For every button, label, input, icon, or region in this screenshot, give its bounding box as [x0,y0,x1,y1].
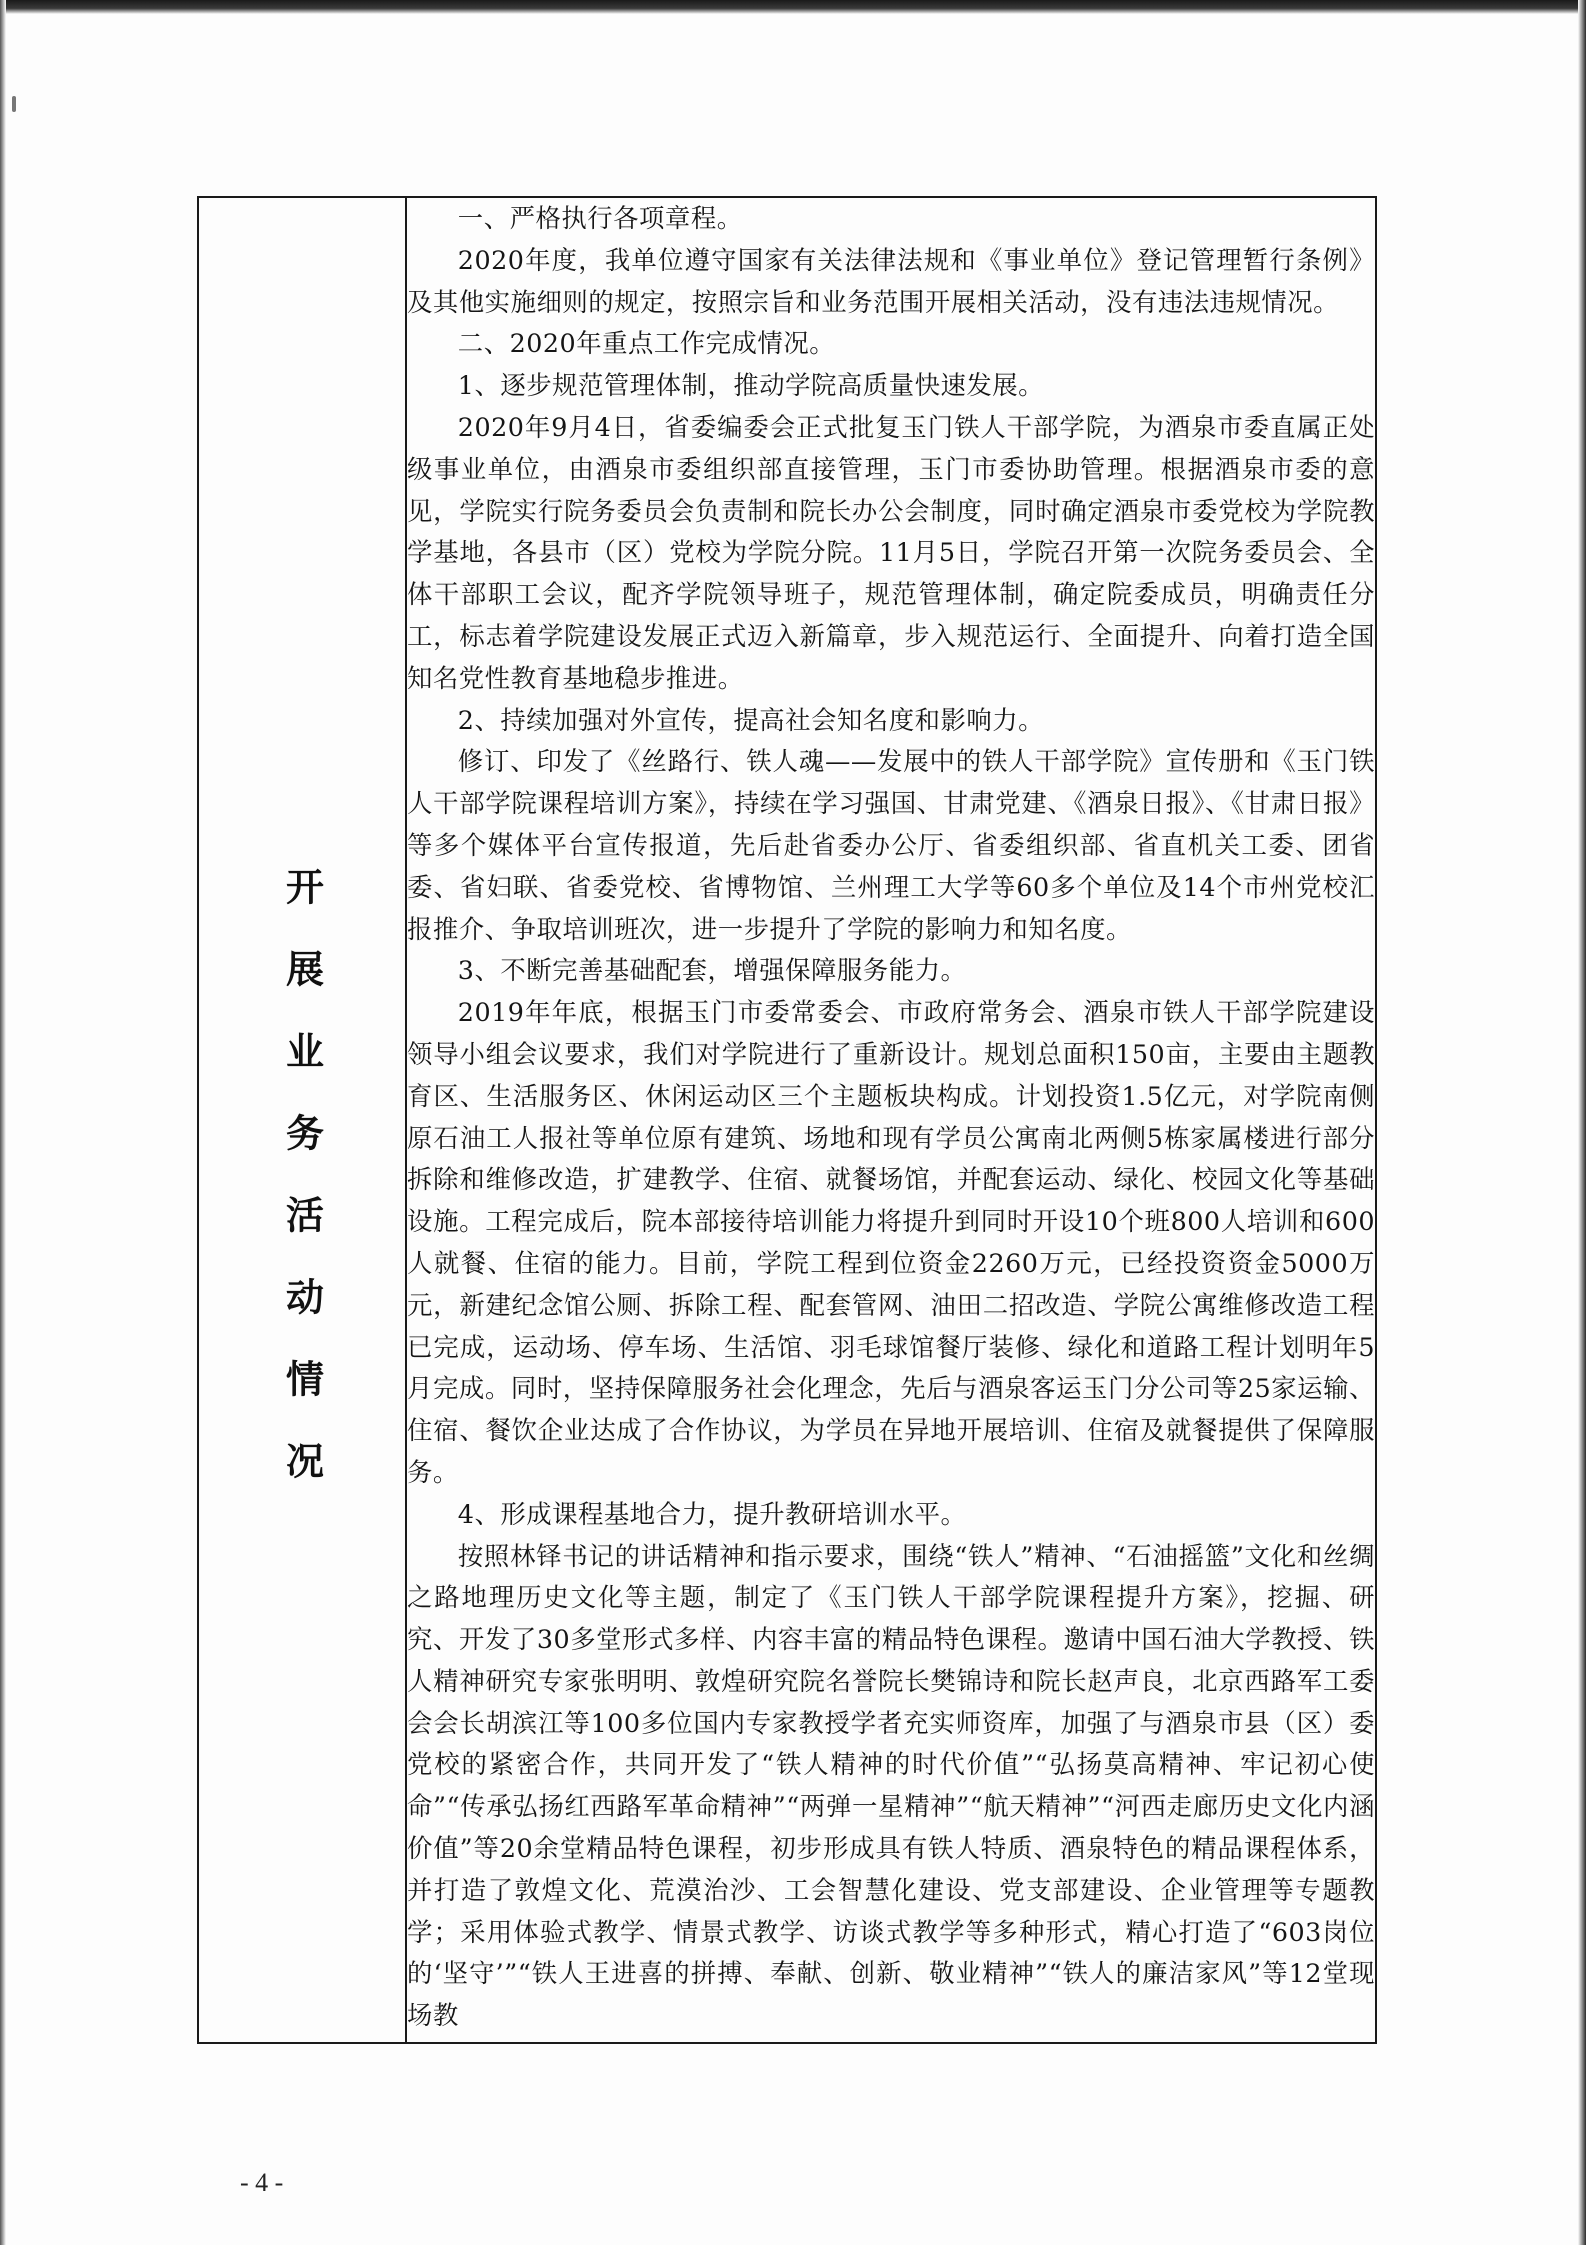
scan-right-shadow [1578,0,1586,2245]
subheading: 2、持续加强对外宣传，提高社会知名度和影响力。 [457,704,1045,735]
scan-speck [12,96,16,112]
paragraph: 2019年年底，根据玉门市委常委会、市政府常务会、酒泉市铁人干部学院建设领导小组会议要求，我们对学院进行了重新设计。规划总面积150亩，主要由主题教育区、生活服务区、休闲运动区三个主题板块构成。计划投资1.5亿元，对学院南侧原石油工人报社等单位原有建筑、场地和现有学员公寓南北两侧5栋家属楼进行部分拆除和维修改造，扩建教学、住宿、就餐场馆，并配套运动、绿化、校园文化等基础设施。工程完成后，院本部接待培训能力将提升到同时开设10个班800人培训和600人就餐、住宿的能力。目前，学院工程到位资金2260万元，已经投资资金5000万元，新建纪念馆公厕、拆除工程、配套管网、油田二招改造、学院公寓维修改造工程已完成，运动场、停车场、生活馆、羽毛球馆餐厅装修、绿化和道路工程计划明年5月完成。同时，坚持保障服务社会化理念，先后与酒泉客运玉门分公司等25家运输、住宿、餐饮企业达成了合作协议，为学员在异地开展培训、住宿及就餐提供了保障服务。 [407,997,1375,1487]
scan-left-shadow [0,0,6,2245]
page-number: - 4 - [240,2168,284,2197]
heading-2: 二、2020年重点工作完成情况。 [457,328,836,359]
table-row [198,197,1376,2043]
section-label: 开展业务活动情况 [279,867,324,1523]
heading-1: 一、严格执行各项章程。 [457,203,743,233]
content-cell [406,197,1376,2043]
subheading: 1、逐步规范管理体制，推动学院高质量快速发展。 [457,370,1045,401]
report-form-table [197,196,1377,2044]
subheading: 4、形成课程基地合力，提升教研培训水平。 [457,1498,967,1529]
scan-top-shadow [0,0,1586,14]
paragraph: 修订、印发了《丝路行、铁人魂——发展中的铁人干部学院》宣传册和《玉门铁人干部学院课程培训方案》，持续在学习强国、甘肃党建、《酒泉日报》、《甘肃日报》等多个媒体平台宣传报道，先后赴省委办公厅、省委组织部、省直机关工委、团省委、省妇联、省委党校、省博物馆、兰州理工大学等60多个单位及14个市州党校汇报推介、争取培训班次，进一步提升了学院的影响力和知名度。 [407,746,1375,944]
section-label-cell [198,197,406,2043]
paragraph: 2020年9月4日，省委编委会正式批复玉门铁人干部学院，为酒泉市委直属正处级事业单位，由酒泉市委组织部直接管理，玉门市委协助管理。根据酒泉市委的意见，学院实行院务委员会负责制和院长办公会制度，同时确定酒泉市委党校为学院教学基地，各县市（区）党校为学院分院。11月5日，学院召开第一次院务委员会、全体干部职工会议，配齐学院领导班子，规范管理体制，确定院委成员，明确责任分工，标志着学院建设发展正式迈入新篇章，步入规范运行、全面提升、向着打造全国知名党性教育基地稳步推进。 [407,411,1375,693]
subheading: 3、不断完善基础配套，增强保障服务能力。 [457,955,967,986]
paragraph: 按照林铎书记的讲话精神和指示要求，围绕“铁人”精神、“石油摇篮”文化和丝绸之路地理历史文化等主题，制定了《玉门铁人干部学院课程提升方案》，挖掘、研究、开发了30多堂形式多样、内容丰富的精品特色课程。邀请中国石油大学教授、铁人精神研究专家张明明、敦煌研究院名誉院长樊锦诗和院长赵声良，北京西路军工委会会长胡滨江等100多位国内专家教授学者充实师资库，加强了与酒泉市县（区）委党校的紧密合作，共同开发了“铁人精神的时代价值”“弘扬莫高精神、牢记初心使命”“传承弘扬红西路军革命精神”“两弹一星精神”“航天精神”“河西走廊历史文化内涵价值”等20余堂精品特色课程，初步形成具有铁人特质、酒泉特色的精品课程体系，并打造了敦煌文化、荒漠治沙、工会智慧化建设、党支部建设、企业管理等专题教学；采用体验式教学、情景式教学、访谈式教学等多种形式，精心打造了“603岗位的‘坚守’”“铁人王进喜的拼搏、奉献、创新、敬业精神”“铁人的廉洁家风”等12堂现场教 [407,1540,1375,2031]
paragraph: 2020年度，我单位遵守国家有关法律法规和《事业单位》登记管理暂行条例》及其他实施细则的规定，按照宗旨和业务范围开展相关活动，没有违法违规情况。 [407,244,1375,317]
